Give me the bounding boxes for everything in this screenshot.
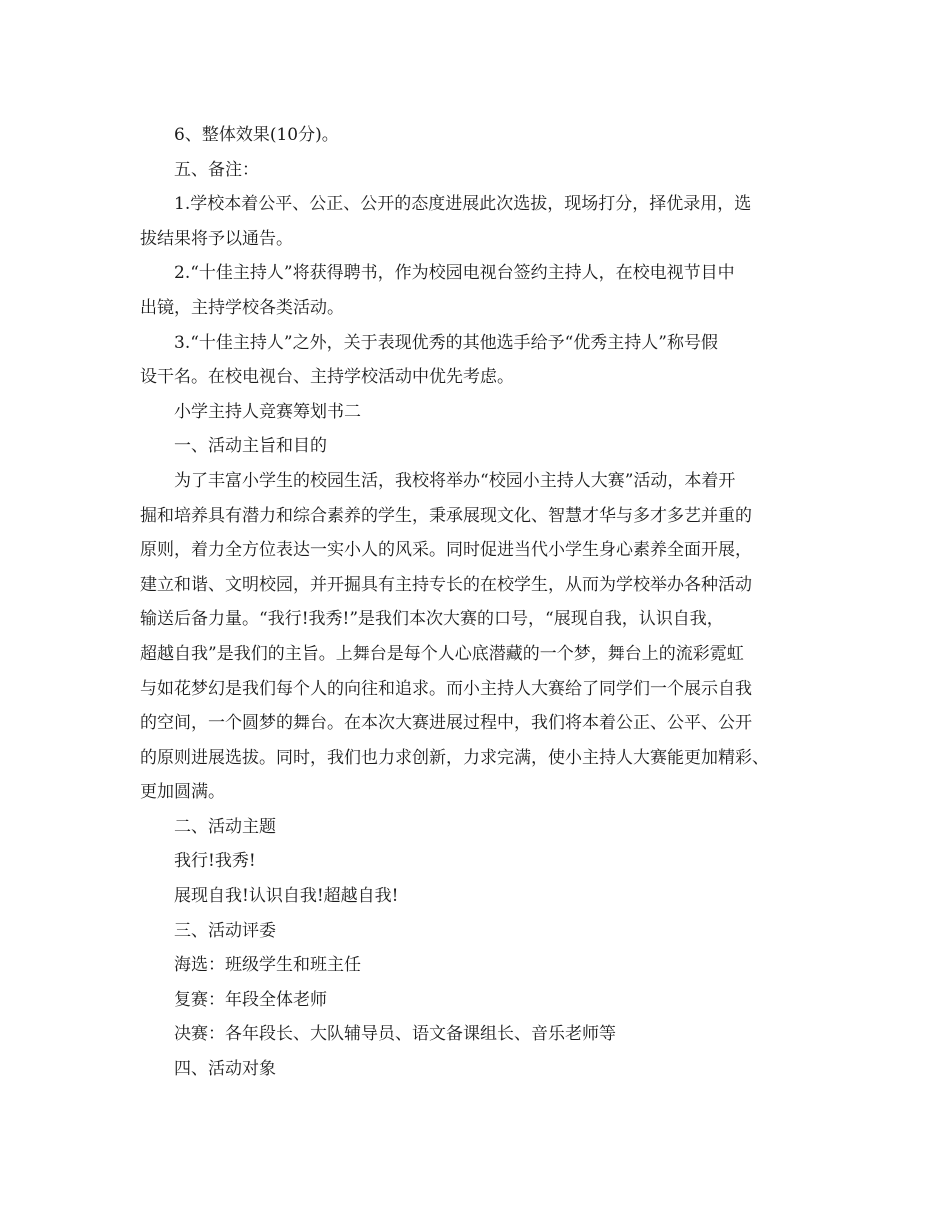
text-line: 2.“十佳主持人”将获得聘书，作为校园电视台签约主持人，在校电视节目中 — [174, 263, 735, 284]
text-line: 的空间，一个圆梦的舞台。在本次大赛进展过程中，我们将本着公正、公平、公开 — [140, 713, 752, 734]
text-line: 输送后备力量。“我行!我秀!”是我们本次大赛的口号，“展现自我，认识自我， — [140, 609, 724, 630]
text-line: 展现自我!认识自我!超越自我! — [174, 886, 399, 907]
text-line: 1.学校本着公平、公正、公开的态度进展此次选拔，现场打分，择优录用，选 — [174, 194, 752, 215]
text-line: 三、活动评委 — [174, 920, 276, 941]
text-line: 小学主持人竞赛筹划书二 — [174, 401, 361, 422]
text-line: 我行!我秀! — [174, 851, 256, 872]
text-line: 一、活动主旨和目的 — [174, 436, 327, 457]
text-line: 海选：班级学生和班主任 — [174, 955, 361, 976]
text-line: 掘和培养具有潜力和综合素养的学生，秉承展现文化、智慧才华与多才多艺并重的 — [140, 505, 752, 526]
text-line: 为了丰富小学生的校园生活，我校将举办“校园小主持人大赛”活动，本着开 — [174, 470, 736, 491]
text-line: 原则，着力全方位表达一实小人的风采。同时促进当代小学生身心素养全面开展， — [140, 540, 752, 561]
text-line: 决赛：各年段长、大队辅导员、语文备课组长、音乐老师等 — [174, 1024, 616, 1045]
text-line: 更加圆满。 — [140, 782, 225, 803]
text-line: 设干名。在校电视台、主持学校活动中优先考虑。 — [140, 367, 514, 388]
text-line: 四、活动对象 — [174, 1059, 276, 1080]
text-line: 五、备注： — [174, 159, 259, 180]
text-line: 3.“十佳主持人”之外，关于表现优秀的其他选手给予“优秀主持人”称号假 — [174, 332, 718, 353]
text-line: 与如花梦幻是我们每个人的向往和追求。而小主持人大赛给了同学们一个展示自我 — [140, 678, 752, 699]
text-line: 6、整体效果(10分)。 — [174, 125, 339, 145]
text-line: 复赛：年段全体老师 — [174, 989, 327, 1010]
text-line: 建立和谐、文明校园，并开掘具有主持专长的在校学生，从而为学校举办各种活动 — [140, 574, 752, 595]
text-line: 出镜，主持学校各类活动。 — [140, 297, 344, 318]
text-line: 拔结果将予以通告。 — [140, 228, 293, 249]
text-line: 超越自我”是我们的主旨。上舞台是每个人心底潜藏的一个梦，舞台上的流彩霓虹 — [140, 643, 744, 664]
text-line: 的原则进展选拔。同时，我们也力求创新，力求完满，使小主持人大赛能更加精彩、 — [140, 747, 769, 768]
document-body — [140, 118, 808, 1087]
text-line: 二、活动主题 — [174, 816, 276, 837]
